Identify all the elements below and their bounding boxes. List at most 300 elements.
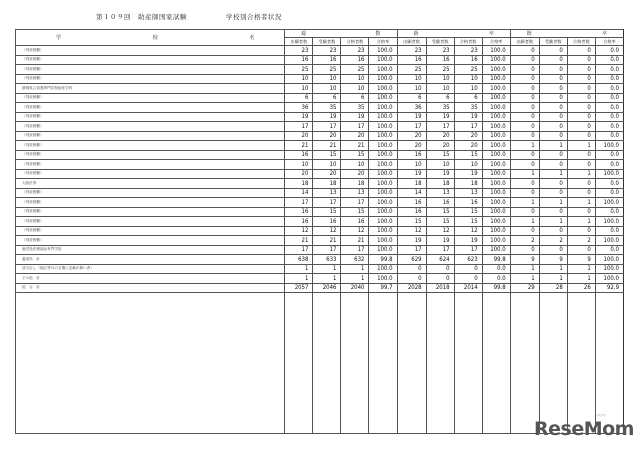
cell-value: 0	[510, 112, 539, 122]
cell-value: 10	[313, 84, 341, 94]
cell-value: 10	[285, 84, 313, 94]
table-row	[16, 160, 624, 170]
cell-value: 28	[539, 283, 567, 293]
cell-value: 1	[285, 274, 313, 284]
cell-value: 6	[454, 93, 482, 103]
cell-value: 1	[567, 264, 595, 274]
cell-value: 0.0	[595, 122, 623, 132]
cell-value: 99.8	[482, 255, 510, 265]
cell-value: 16	[397, 207, 426, 217]
cell-value: 20	[341, 169, 369, 179]
cell-value: 100.0	[369, 160, 397, 170]
cell-value: 10	[426, 160, 454, 170]
cell-value: 12	[285, 226, 313, 236]
cell-value: 0	[454, 274, 482, 284]
cell-value: 0	[510, 93, 539, 103]
cell-value: 17	[285, 245, 313, 255]
cell-value: 10	[285, 160, 313, 170]
cell-value: 100.0	[369, 264, 397, 274]
cell-value: 100.0	[482, 150, 510, 160]
cell-value: 18	[313, 179, 341, 189]
school-name: （判読困難）	[16, 198, 285, 208]
cell-value: 17	[313, 245, 341, 255]
cell-value: 100.0	[595, 255, 623, 265]
cell-value: 0	[539, 74, 567, 84]
cell-value: 21	[285, 141, 313, 151]
table-row	[16, 74, 624, 84]
cell-value: 0	[510, 150, 539, 160]
cell-value: 100.0	[482, 188, 510, 198]
table-row	[16, 122, 624, 132]
cell-value: 100.0	[369, 103, 397, 113]
cell-value: 99.7	[369, 283, 397, 293]
cell-value: 0	[539, 122, 567, 132]
cell-value: 20	[285, 131, 313, 141]
cell-value: 17	[426, 122, 454, 132]
cell-value: 16	[285, 150, 313, 160]
cell-value: 100.0	[482, 207, 510, 217]
cell-value: 20	[454, 141, 482, 151]
cell-value: 16	[397, 198, 426, 208]
cell-value: 0	[539, 188, 567, 198]
cell-value: 100.0	[482, 236, 510, 246]
cell-value: 100.0	[369, 55, 397, 65]
column-header: 合格者数	[567, 38, 595, 46]
cell-value: 1	[510, 141, 539, 151]
group-header-new-grad: 新 卒	[397, 30, 510, 38]
school-name: （判読困難）	[16, 226, 285, 236]
cell-value: 35	[341, 103, 369, 113]
cell-value: 0	[567, 65, 595, 75]
column-header: 出願者数	[510, 38, 539, 46]
cell-value: 19	[454, 236, 482, 246]
group-header-previous-grad: 既 卒	[510, 30, 623, 38]
cell-value: 2	[539, 236, 567, 246]
cell-value: 15	[341, 150, 369, 160]
cell-value: 1	[539, 169, 567, 179]
cell-value: 2046	[313, 283, 341, 293]
cell-value: 100.0	[369, 141, 397, 151]
cell-value: 0.0	[595, 112, 623, 122]
cell-value: 10	[426, 84, 454, 94]
cell-value: 0	[510, 226, 539, 236]
cell-value: 1	[510, 274, 539, 284]
cell-value: 15	[454, 207, 482, 217]
cell-value: 0	[426, 264, 454, 274]
cell-value: 0	[454, 264, 482, 274]
table-row	[16, 103, 624, 113]
cell-value: 1	[539, 198, 567, 208]
table-row	[16, 179, 624, 189]
cell-value: 2028	[397, 283, 426, 293]
cell-value: 100.0	[369, 84, 397, 94]
cell-value: 15	[426, 207, 454, 217]
cell-value: 23	[397, 46, 426, 56]
cell-value: 100.0	[482, 217, 510, 227]
cell-value: 100.0	[482, 55, 510, 65]
cell-value: 25	[285, 65, 313, 75]
cell-value: 1	[510, 169, 539, 179]
school-name: 総 合 計	[16, 283, 285, 293]
cell-value: 1	[539, 274, 567, 284]
cell-value: 19	[426, 112, 454, 122]
table-row	[16, 198, 624, 208]
cell-value: 100.0	[369, 131, 397, 141]
cell-value: 100.0	[369, 169, 397, 179]
cell-value: 100.0	[369, 46, 397, 56]
cell-value: 0	[510, 55, 539, 65]
cell-value: 16	[397, 55, 426, 65]
cell-value: 1	[567, 274, 595, 284]
cell-value: 0	[567, 150, 595, 160]
table-row	[16, 169, 624, 179]
cell-value: 0	[539, 65, 567, 75]
school-name: （判読困難）	[16, 112, 285, 122]
cell-value: 16	[341, 55, 369, 65]
cell-value: 100.0	[482, 84, 510, 94]
cell-value: 0	[567, 131, 595, 141]
cell-value: 17	[285, 198, 313, 208]
cell-value: 99.8	[369, 255, 397, 265]
cell-value: 26	[567, 283, 595, 293]
cell-value: 100.0	[369, 179, 397, 189]
cell-value: 19	[313, 112, 341, 122]
cell-value: 19	[397, 112, 426, 122]
cell-value: 0.0	[595, 160, 623, 170]
school-name: その他 計	[16, 274, 285, 284]
cell-value: 20	[426, 131, 454, 141]
cell-value: 92.9	[595, 283, 623, 293]
cell-value: 25	[454, 65, 482, 75]
cell-value: 16	[313, 55, 341, 65]
cell-value: 6	[313, 93, 341, 103]
cell-value: 0	[567, 55, 595, 65]
cell-value: 0	[567, 93, 595, 103]
cell-value: 16	[341, 217, 369, 227]
cell-value: 19	[341, 112, 369, 122]
table-row	[16, 112, 624, 122]
resemom-logo: リセマム ReseMom	[534, 413, 634, 440]
cell-value: 0	[539, 103, 567, 113]
cell-value: 0.0	[595, 46, 623, 56]
school-name: （判読困難）	[16, 93, 285, 103]
cell-value: 100.0	[482, 122, 510, 132]
cell-value: 0.0	[595, 103, 623, 113]
table-row	[16, 84, 624, 94]
cell-value: 0	[567, 226, 595, 236]
cell-value: 1	[313, 264, 341, 274]
column-header: 合格者数	[341, 38, 369, 46]
cell-value: 15	[454, 217, 482, 227]
school-name: （判読困難）	[16, 131, 285, 141]
cell-value: 0.0	[482, 264, 510, 274]
cell-value: 19	[454, 169, 482, 179]
cell-value: 15	[426, 150, 454, 160]
school-name: （判読困難）	[16, 103, 285, 113]
cell-value: 15	[426, 217, 454, 227]
cell-value: 0	[510, 207, 539, 217]
table-row	[16, 236, 624, 246]
cell-value: 0.0	[482, 274, 510, 284]
cell-value: 13	[426, 188, 454, 198]
cell-value: 16	[426, 55, 454, 65]
cell-value: 14	[397, 188, 426, 198]
summary-row	[16, 283, 624, 293]
cell-value: 10	[397, 160, 426, 170]
cell-value: 10	[341, 160, 369, 170]
cell-value: 16	[285, 55, 313, 65]
cell-value: 100.0	[369, 112, 397, 122]
cell-value: 29	[510, 283, 539, 293]
cell-value: 1	[341, 264, 369, 274]
cell-value: 1	[539, 264, 567, 274]
cell-value: 0	[510, 131, 539, 141]
cell-value: 9	[567, 255, 595, 265]
cell-value: 1	[510, 264, 539, 274]
cell-value: 2018	[426, 283, 454, 293]
cell-value: 10	[313, 74, 341, 84]
cell-value: 17	[426, 245, 454, 255]
cell-value: 100.0	[595, 274, 623, 284]
cell-value: 0	[510, 188, 539, 198]
cell-value: 0.0	[595, 179, 623, 189]
cell-value: 17	[397, 122, 426, 132]
cell-value: 0.0	[595, 84, 623, 94]
cell-value: 0	[510, 65, 539, 75]
cell-value: 17	[341, 198, 369, 208]
cell-value: 10	[454, 74, 482, 84]
column-header: 受験者数	[426, 38, 454, 46]
cell-value: 100.0	[369, 122, 397, 132]
school-name: （判読困難）	[16, 46, 285, 56]
cell-value: 100.0	[369, 188, 397, 198]
table-row	[16, 217, 624, 227]
column-header: 出願者数	[285, 38, 313, 46]
cell-value: 19	[397, 236, 426, 246]
column-header: 出願者数	[397, 38, 426, 46]
table-row	[16, 131, 624, 141]
school-name: （判読困難）	[16, 169, 285, 179]
cell-value: 0.0	[595, 226, 623, 236]
cell-value: 10	[454, 160, 482, 170]
cell-value: 16	[313, 217, 341, 227]
cell-value: 0	[510, 245, 539, 255]
table-row	[16, 93, 624, 103]
cell-value: 100.0	[482, 169, 510, 179]
cell-value: 13	[454, 188, 482, 198]
table-row	[16, 150, 624, 160]
cell-value: 36	[285, 103, 313, 113]
cell-value: 19	[454, 112, 482, 122]
cell-value: 100.0	[369, 226, 397, 236]
cell-value: 2014	[454, 283, 482, 293]
cell-value: 17	[341, 122, 369, 132]
cell-value: 638	[285, 255, 313, 265]
cell-value: 632	[341, 255, 369, 265]
school-name: （判読困難）	[16, 160, 285, 170]
cell-value: 12	[426, 226, 454, 236]
cell-value: 0.0	[595, 207, 623, 217]
cell-value: 25	[397, 65, 426, 75]
cell-value: 0	[567, 112, 595, 122]
cell-value: 16	[426, 198, 454, 208]
cell-value: 0	[539, 160, 567, 170]
cell-value: 0.0	[595, 65, 623, 75]
cell-value: 0.0	[595, 150, 623, 160]
cell-value: 10	[285, 74, 313, 84]
cell-value: 15	[397, 217, 426, 227]
cell-value: 100.0	[369, 217, 397, 227]
cell-value: 0	[567, 46, 595, 56]
cell-value: 36	[397, 103, 426, 113]
cell-value: 100.0	[595, 198, 623, 208]
cell-value: 0.0	[595, 74, 623, 84]
cell-value: 100.0	[482, 198, 510, 208]
cell-value: 100.0	[369, 207, 397, 217]
cell-value: 0	[539, 207, 567, 217]
cell-value: 0	[426, 274, 454, 284]
cell-value: 21	[341, 236, 369, 246]
cell-value: 19	[397, 169, 426, 179]
cell-value: 1	[341, 274, 369, 284]
table-row	[16, 55, 624, 65]
cell-value: 19	[285, 112, 313, 122]
cell-value: 17	[313, 198, 341, 208]
summary-row	[16, 264, 624, 274]
cell-value: 10	[426, 74, 454, 84]
column-header: 合格率	[369, 38, 397, 46]
cell-value: 100.0	[482, 245, 510, 255]
cell-value: 6	[285, 93, 313, 103]
cell-value: 100.0	[369, 93, 397, 103]
cell-value: 19	[426, 236, 454, 246]
cell-value: 100.0	[595, 264, 623, 274]
school-name: （判読困難）	[16, 217, 285, 227]
cell-value: 100.0	[482, 112, 510, 122]
cell-value: 10	[397, 74, 426, 84]
cell-value: 0	[510, 160, 539, 170]
cell-value: 20	[397, 131, 426, 141]
cell-value: 23	[454, 46, 482, 56]
group-header-total: 総 数	[285, 30, 397, 38]
cell-value: 0	[567, 84, 595, 94]
cell-value: 100.0	[595, 169, 623, 179]
cell-value: 0	[567, 160, 595, 170]
cell-value: 17	[285, 122, 313, 132]
school-name: （判読困難）	[16, 65, 285, 75]
column-header: 合格率	[595, 38, 623, 46]
summary-row	[16, 274, 624, 284]
school-name: 該当なし（地区等号の名簿に記載が無い者）	[16, 264, 285, 274]
cell-value: 1	[567, 141, 595, 151]
cell-value: 17	[341, 245, 369, 255]
cell-value: 16	[285, 207, 313, 217]
cell-value: 21	[285, 236, 313, 246]
cell-value: 0	[510, 74, 539, 84]
school-name: （判読困難）	[16, 150, 285, 160]
cell-value: 0	[539, 245, 567, 255]
cell-value: 2057	[285, 283, 313, 293]
school-name: （判読困難）	[16, 188, 285, 198]
cell-value: 99.8	[482, 283, 510, 293]
cell-value: 16	[454, 55, 482, 65]
cell-value: 0	[397, 274, 426, 284]
cell-value: 0	[567, 122, 595, 132]
cell-value: 19	[426, 169, 454, 179]
column-header: 受験者数	[313, 38, 341, 46]
cell-value: 0	[567, 188, 595, 198]
cell-value: 100.0	[369, 274, 397, 284]
cell-value: 1	[510, 198, 539, 208]
cell-value: 629	[397, 255, 426, 265]
cell-value: 18	[341, 179, 369, 189]
column-header: 受験者数	[539, 38, 567, 46]
cell-value: 25	[341, 65, 369, 75]
school-name: （判読困難）	[16, 207, 285, 217]
table-row	[16, 46, 624, 56]
cell-value: 1	[567, 217, 595, 227]
exam-name: 助産師国家試験	[138, 13, 187, 21]
cell-value: 0	[539, 46, 567, 56]
cell-value: 21	[313, 141, 341, 151]
table-row	[16, 141, 624, 151]
cell-value: 0	[567, 103, 595, 113]
cell-value: 2040	[341, 283, 369, 293]
cell-value: 2	[510, 236, 539, 246]
cell-value: 23	[426, 46, 454, 56]
cell-value: 0	[539, 112, 567, 122]
cell-value: 1	[539, 141, 567, 151]
school-name: （判読困難）	[16, 74, 285, 84]
cell-value: 23	[285, 46, 313, 56]
cell-value: 623	[454, 255, 482, 265]
cell-value: 17	[397, 245, 426, 255]
school-name: （判読困難）	[16, 141, 285, 151]
document-title: 学校別合格者状況	[226, 13, 282, 21]
cell-value: 100.0	[482, 65, 510, 75]
cell-value: 15	[454, 150, 482, 160]
cell-value: 10	[313, 160, 341, 170]
cell-value: 0	[567, 245, 595, 255]
cell-value: 633	[313, 255, 341, 265]
cell-value: 1	[510, 217, 539, 227]
cell-value: 100.0	[482, 46, 510, 56]
cell-value: 23	[341, 46, 369, 56]
cell-value: 100.0	[595, 217, 623, 227]
cell-value: 100.0	[369, 198, 397, 208]
table-row	[16, 65, 624, 75]
column-header: 合格者数	[454, 38, 482, 46]
cell-value: 0	[510, 46, 539, 56]
cell-value: 2	[567, 236, 595, 246]
cell-value: 6	[426, 93, 454, 103]
school-name: 養成所 計	[16, 255, 285, 265]
cell-value: 1	[539, 217, 567, 227]
results-table	[15, 29, 624, 434]
school-name: 鹿児島医療福祉専門学校	[16, 245, 285, 255]
column-header: 合格率	[482, 38, 510, 46]
cell-value: 1	[285, 264, 313, 274]
cell-value: 10	[454, 84, 482, 94]
cell-value: 16	[397, 150, 426, 160]
cell-value: 20	[341, 131, 369, 141]
school-name: 大阪医専	[16, 179, 285, 189]
cell-value: 6	[341, 93, 369, 103]
cell-value: 18	[454, 179, 482, 189]
cell-value: 1	[567, 169, 595, 179]
cell-value: 0	[397, 264, 426, 274]
cell-value: 0	[510, 103, 539, 113]
